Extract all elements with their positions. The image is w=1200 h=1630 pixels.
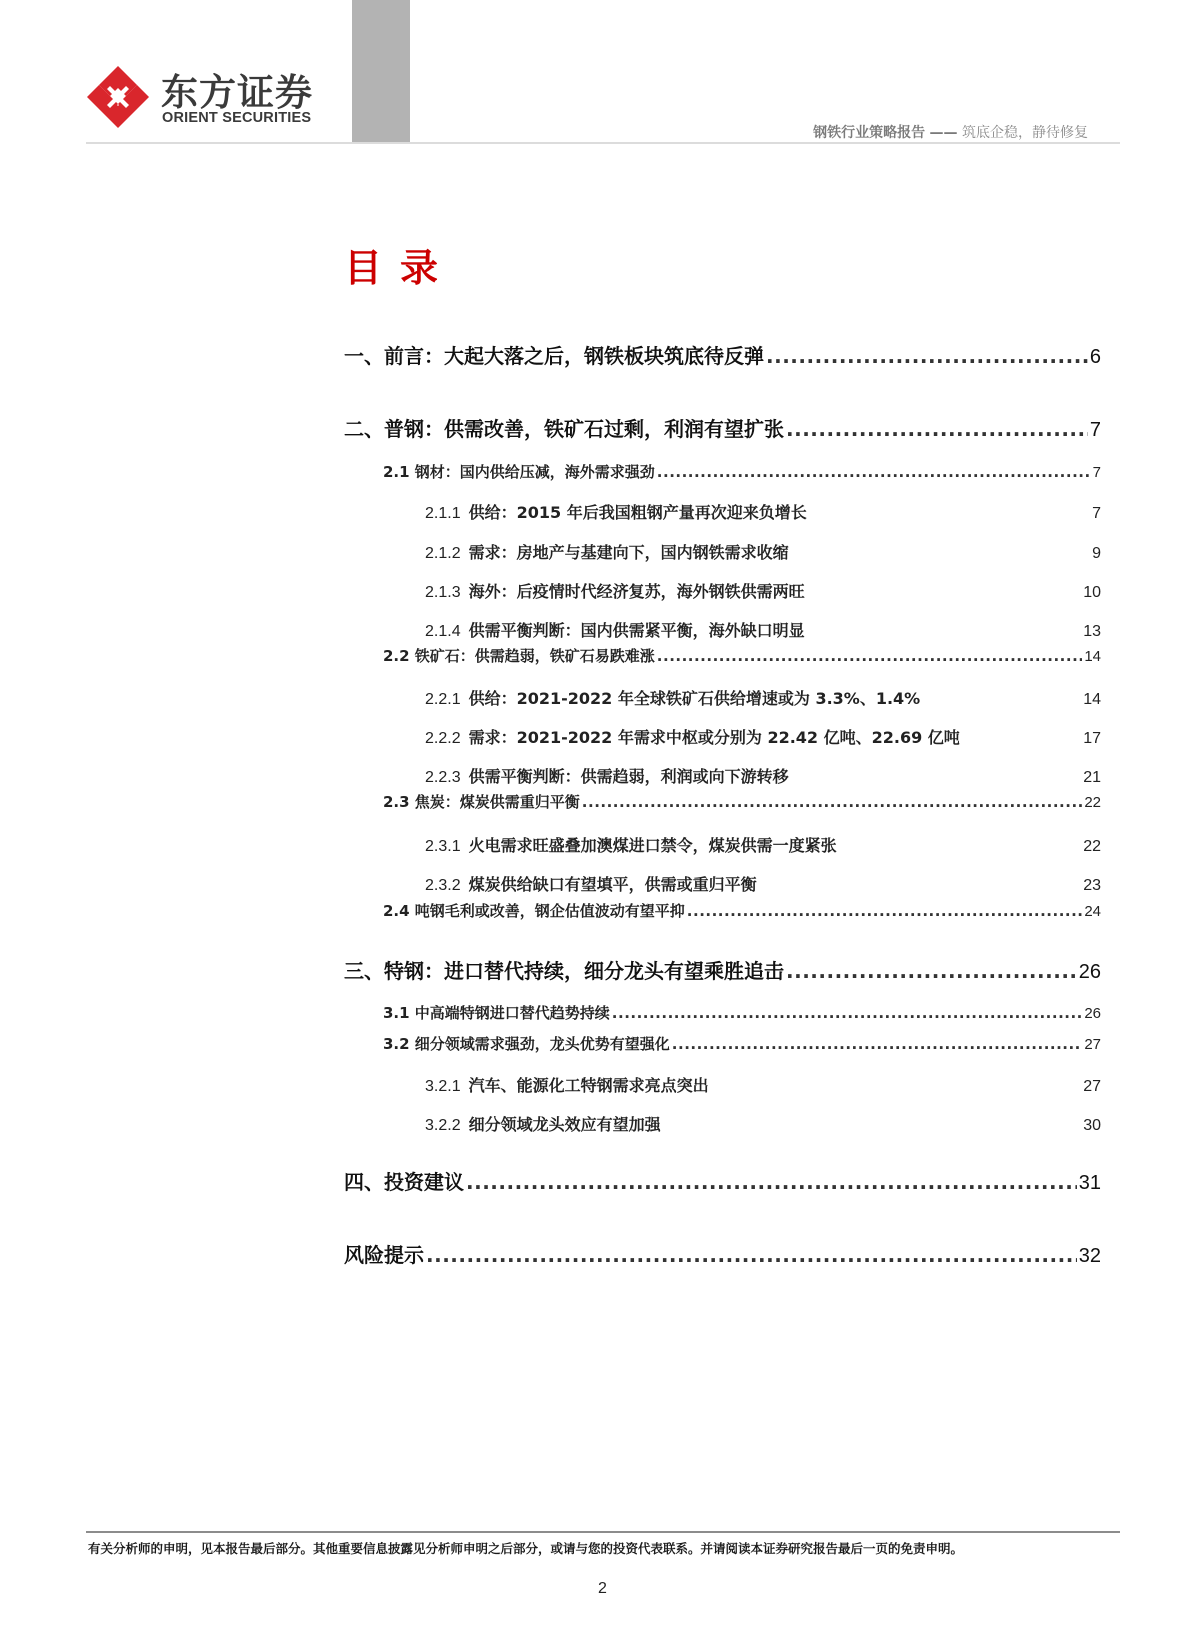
toc-entry[interactable] bbox=[383, 645, 1101, 666]
toc-entry-page: 7 bbox=[1092, 505, 1101, 522]
toc-leader-dots bbox=[657, 647, 1083, 665]
toc-entry[interactable] bbox=[383, 1033, 1101, 1054]
toc-leader-dots bbox=[766, 344, 1088, 368]
title-separator: —— bbox=[929, 125, 958, 141]
toc-entry-page: 7 bbox=[1092, 464, 1101, 481]
toc-entry-label: 汽车、能源化工特钢需求亮点突出 bbox=[468, 1076, 709, 1095]
toc-leader-dots bbox=[786, 417, 1088, 441]
toc-entry[interactable] bbox=[344, 955, 1101, 984]
toc-entry-label: 风险提示 bbox=[344, 1243, 424, 1267]
toc-entry-label: 四、投资建议 bbox=[344, 1170, 464, 1194]
logo-english-name: ORIENT SECURITIES bbox=[162, 110, 312, 126]
company-logo bbox=[85, 60, 345, 135]
toc-entry-page: 31 bbox=[1078, 1172, 1101, 1194]
footer-disclaimer: 有关分析师的申明，见本报告最后部分。其他重要信息披露见分析师申明之后部分，或请与您的投资代表联系。并请阅读本证券研究报告最后一页的免责申明。 bbox=[88, 1541, 964, 1556]
toc-entry-number: 2.1.2 bbox=[425, 545, 461, 562]
toc-entry-label: 2.2 铁矿石：供需趋弱，铁矿石易跌难涨 bbox=[383, 647, 655, 665]
toc-entry[interactable] bbox=[425, 618, 1101, 641]
toc-entry-label: 供给：2015 年后我国粗钢产量再次迎来负增长 bbox=[468, 503, 807, 522]
toc-entry[interactable] bbox=[425, 872, 1101, 895]
toc-entry[interactable] bbox=[383, 1002, 1101, 1023]
toc-leader-dots bbox=[657, 463, 1091, 481]
toc-entry-page: 26 bbox=[1078, 961, 1101, 983]
toc-entry-label: 煤炭供给缺口有望填平，供需或重归平衡 bbox=[468, 875, 757, 894]
toc-entry-number: 3.2.2 bbox=[425, 1117, 461, 1134]
toc-entry[interactable] bbox=[425, 1073, 1101, 1096]
toc-entry-page: 32 bbox=[1078, 1245, 1101, 1267]
toc-entry-page: 30 bbox=[1083, 1117, 1101, 1134]
toc-entry-page: 14 bbox=[1083, 691, 1101, 708]
toc-entry-label: 2.3 焦炭：煤炭供需重归平衡 bbox=[383, 793, 580, 811]
toc-leader-dots bbox=[582, 793, 1083, 811]
toc-entry[interactable] bbox=[425, 764, 1101, 787]
report-header-title bbox=[813, 122, 1088, 142]
toc-entry-page: 24 bbox=[1084, 903, 1101, 920]
orient-securities-logo-icon bbox=[85, 64, 151, 130]
toc-entry-label: 三、特钢：进口替代持续，细分龙头有望乘胜追击 bbox=[344, 959, 784, 983]
toc-entry-label: 3.1 中高端特钢进口替代趋势持续 bbox=[383, 1004, 610, 1022]
toc-entry-label: 供需平衡判断：供需趋弱，利润或向下游转移 bbox=[468, 767, 789, 786]
toc-entry-page: 22 bbox=[1084, 794, 1101, 811]
toc-entry-page: 23 bbox=[1083, 877, 1101, 894]
toc-entry[interactable] bbox=[425, 686, 1101, 709]
toc-entry-page: 10 bbox=[1083, 584, 1101, 601]
toc-entry-number: 2.1.1 bbox=[425, 505, 461, 522]
toc-entry-page: 13 bbox=[1083, 623, 1101, 640]
toc-entry[interactable] bbox=[425, 833, 1101, 856]
footer-divider bbox=[86, 1531, 1120, 1533]
toc-leader-dots bbox=[466, 1170, 1077, 1194]
toc-entry-label: 2.4 吨钢毛利或改善，钢企估值波动有望平抑 bbox=[383, 902, 685, 920]
toc-entry[interactable] bbox=[344, 340, 1101, 369]
toc-entry[interactable] bbox=[344, 1239, 1101, 1268]
toc-entry-page: 14 bbox=[1084, 648, 1101, 665]
toc-entry[interactable] bbox=[344, 413, 1101, 442]
toc-entry-number: 2.1.3 bbox=[425, 584, 461, 601]
toc-entry-label: 3.2 细分领域需求强劲，龙头优势有望强化 bbox=[383, 1035, 670, 1053]
toc-entry-label: 火电需求旺盛叠加澳煤进口禁令，煤炭供需一度紧张 bbox=[468, 836, 837, 855]
toc-entry-label: 海外：后疫情时代经济复苏，海外钢铁供需两旺 bbox=[468, 582, 805, 601]
toc-entry-page: 22 bbox=[1083, 838, 1101, 855]
report-type: 钢铁行业策略报告 bbox=[813, 125, 926, 141]
toc-entry[interactable] bbox=[344, 1166, 1101, 1195]
toc-entry[interactable] bbox=[425, 500, 1101, 523]
toc-entry-label: 需求：2021-2022 年需求中枢或分别为 22.42 亿吨、22.69 亿吨 bbox=[468, 728, 960, 747]
header-divider bbox=[86, 142, 1120, 144]
toc-entry-number: 2.3.1 bbox=[425, 838, 461, 855]
toc-entry-page: 9 bbox=[1092, 545, 1101, 562]
toc-entry-page: 7 bbox=[1089, 419, 1101, 441]
toc-entry[interactable] bbox=[383, 791, 1101, 812]
toc-title: 目录 bbox=[344, 246, 457, 290]
toc-entry-page: 17 bbox=[1083, 730, 1101, 747]
toc-entry-page: 27 bbox=[1084, 1036, 1101, 1053]
toc-entry-page: 21 bbox=[1083, 769, 1101, 786]
toc-entry-label: 一、前言：大起大落之后，钢铁板块筑底待反弹 bbox=[344, 344, 764, 368]
toc-entry[interactable] bbox=[425, 725, 1101, 748]
toc-entry-page: 6 bbox=[1089, 346, 1101, 368]
toc-leader-dots bbox=[612, 1004, 1083, 1022]
toc-entry-number: 2.2.3 bbox=[425, 769, 461, 786]
toc-entry-label: 供给：2021-2022 年全球铁矿石供给增速或为 3.3%、1.4% bbox=[468, 689, 921, 708]
toc-entry[interactable] bbox=[425, 1112, 1101, 1135]
toc-entry-number: 2.2.2 bbox=[425, 730, 461, 747]
toc-entry-number: 2.3.2 bbox=[425, 877, 461, 894]
toc-entry-label: 细分领域龙头效应有望加强 bbox=[468, 1115, 661, 1134]
toc-entry-number: 2.2.1 bbox=[425, 691, 461, 708]
toc-leader-dots bbox=[426, 1243, 1077, 1267]
header-accent-bar bbox=[352, 0, 410, 143]
page-number: 2 bbox=[598, 1580, 607, 1597]
toc-entry-number: 3.2.1 bbox=[425, 1078, 461, 1095]
toc-leader-dots bbox=[786, 959, 1077, 983]
toc-entry[interactable] bbox=[425, 540, 1101, 563]
toc-entry-label: 二、普钢：供需改善，铁矿石过剩，利润有望扩张 bbox=[344, 417, 784, 441]
toc-entry-label: 供需平衡判断：国内供需紧平衡，海外缺口明显 bbox=[468, 621, 805, 640]
toc-entry-page: 26 bbox=[1084, 1005, 1101, 1022]
toc-entry-label: 2.1 钢材：国内供给压减，海外需求强劲 bbox=[383, 463, 655, 481]
toc-entry[interactable] bbox=[383, 461, 1101, 482]
logo-chinese-name: 东方证券 bbox=[161, 71, 313, 114]
toc-entry[interactable] bbox=[425, 579, 1101, 602]
page-header bbox=[0, 0, 1200, 145]
toc-entry-page: 27 bbox=[1083, 1078, 1101, 1095]
toc-leader-dots bbox=[687, 902, 1083, 920]
toc-entry-number: 2.1.4 bbox=[425, 623, 461, 640]
toc-entry[interactable] bbox=[383, 900, 1101, 921]
toc-leader-dots bbox=[672, 1035, 1083, 1053]
toc-entry-label: 需求：房地产与基建向下，国内钢铁需求收缩 bbox=[468, 543, 789, 562]
report-subtitle: 筑底企稳，静待修复 bbox=[962, 125, 1088, 141]
